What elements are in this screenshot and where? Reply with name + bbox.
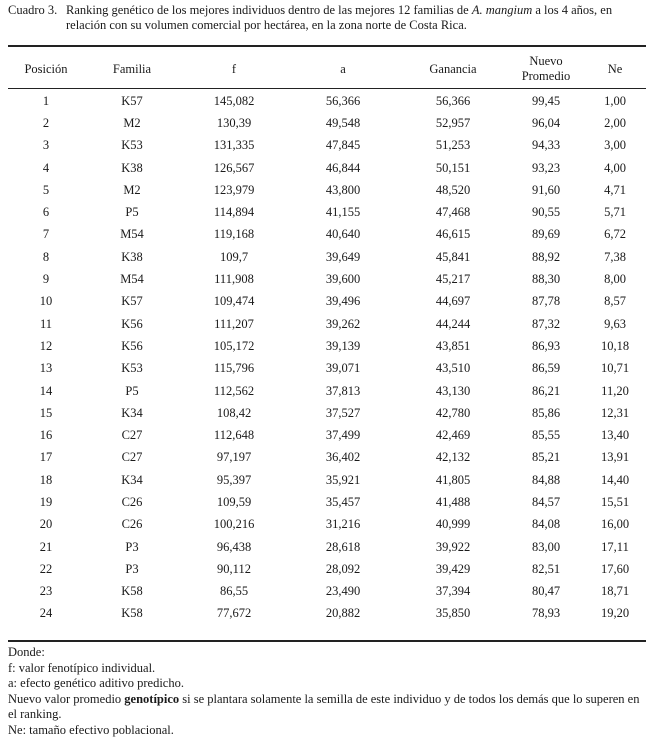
cell-familia: K38 (121, 160, 143, 175)
cell-f: 109,59 (216, 494, 252, 509)
cell-familia: K56 (121, 316, 143, 331)
cell-a: 41,155 (325, 205, 361, 220)
cell-f: 90,112 (217, 561, 251, 576)
cell-a: 28,092 (325, 561, 361, 576)
cell-familia: C26 (121, 494, 143, 509)
cell-nuevo-promedio: 85,86 (531, 405, 561, 420)
cell-posicion: 15 (39, 405, 53, 420)
cell-a: 46,844 (325, 160, 361, 175)
cell-ne: 6,72 (604, 227, 626, 242)
cell-a: 28,618 (325, 539, 361, 554)
cell-nuevo-promedio: 83,00 (531, 539, 561, 554)
cell-ne: 10,18 (600, 338, 630, 353)
cell-f: 108,42 (216, 405, 252, 420)
table-header (8, 51, 646, 87)
cell-nuevo-promedio: 91,60 (531, 182, 561, 197)
cell-ne: 19,20 (600, 606, 630, 621)
cell-ne: 3,00 (604, 138, 626, 153)
cell-familia: P5 (125, 383, 139, 398)
cell-ganancia: 43,851 (435, 338, 471, 353)
cell-ganancia: 42,780 (435, 405, 471, 420)
cell-posicion: 7 (42, 227, 50, 242)
note-donde: Donde: (8, 645, 45, 659)
cell-ganancia: 41,488 (435, 494, 471, 509)
cell-f: 86,55 (219, 584, 249, 599)
cell-posicion: 23 (39, 584, 53, 599)
cell-f: 112,562 (213, 383, 255, 398)
cell-nuevo-promedio: 82,51 (531, 561, 561, 576)
cell-familia: M2 (123, 115, 141, 130)
cell-ne: 17,60 (600, 561, 630, 576)
cell-ganancia: 41,805 (435, 472, 471, 487)
ranking-table (8, 90, 646, 625)
cell-ganancia: 42,132 (435, 450, 471, 465)
table-row (8, 469, 646, 491)
cell-f: 96,438 (216, 539, 252, 554)
cell-ganancia: 56,366 (435, 93, 471, 108)
cell-a: 37,499 (325, 428, 361, 443)
cell-nuevo-promedio: 86,59 (531, 361, 561, 376)
cell-f: 95,397 (216, 472, 252, 487)
table-caption (8, 3, 648, 33)
cell-ganancia: 52,957 (435, 115, 471, 130)
table-row (8, 268, 646, 290)
cell-ne: 5,71 (604, 205, 626, 220)
cell-posicion: 2 (42, 115, 50, 130)
cell-nuevo-promedio: 86,93 (531, 338, 561, 353)
note-a: a: efecto genético aditivo predicho. (8, 676, 184, 690)
cell-posicion: 16 (39, 428, 53, 443)
table-row (8, 313, 646, 335)
table-row (8, 491, 646, 513)
cell-familia: C27 (121, 428, 143, 443)
table-row (8, 157, 646, 179)
cell-a: 20,882 (325, 606, 361, 621)
cell-f: 123,979 (213, 182, 255, 197)
cell-familia: P3 (125, 539, 139, 554)
cell-nuevo-promedio: 84,88 (531, 472, 561, 487)
table-row (8, 201, 646, 223)
caption-text (66, 3, 644, 33)
cell-a: 39,600 (325, 272, 361, 287)
cell-ne: 13,40 (600, 428, 630, 443)
cell-nuevo-promedio: 84,57 (531, 494, 561, 509)
cell-f: 77,672 (216, 606, 252, 621)
header-f: f (231, 62, 237, 76)
table-row (8, 112, 646, 134)
cell-ne: 18,71 (600, 584, 630, 599)
cell-nuevo-promedio: 93,23 (531, 160, 561, 175)
cell-ganancia: 35,850 (435, 606, 471, 621)
cell-a: 23,490 (325, 584, 361, 599)
cell-familia: M54 (120, 272, 144, 287)
table-row (8, 335, 646, 357)
cell-f: 115,796 (213, 361, 255, 376)
cell-nuevo-promedio: 90,55 (531, 205, 561, 220)
header-ganancia: Ganancia (429, 62, 477, 76)
cell-ne: 13,91 (600, 450, 630, 465)
table-row (8, 291, 646, 313)
cell-posicion: 12 (39, 338, 53, 353)
cell-ne: 11,20 (601, 383, 629, 398)
cell-f: 126,567 (213, 160, 255, 175)
table-row (8, 514, 646, 536)
cell-ne: 8,57 (604, 294, 626, 309)
header-ne: Ne (607, 62, 623, 76)
cell-posicion: 4 (42, 160, 50, 175)
note-nuevo-after: si se plantara solamente la semilla de este individuo y de todos los demás que lo superen en el ranking. (8, 691, 640, 721)
cell-posicion: 14 (39, 383, 53, 398)
cell-ganancia: 46,615 (435, 227, 471, 242)
cell-nuevo-promedio: 86,21 (531, 383, 561, 398)
cell-posicion: 17 (39, 450, 53, 465)
cell-a: 39,649 (325, 249, 361, 264)
cell-posicion: 8 (42, 249, 50, 264)
cell-ne: 16,00 (600, 517, 630, 532)
cell-ne: 17,11 (601, 539, 629, 554)
cell-ne: 1,00 (604, 93, 626, 108)
table-row (8, 90, 646, 112)
cell-a: 47,845 (325, 138, 361, 153)
cell-familia: K57 (121, 294, 143, 309)
cell-posicion: 9 (42, 272, 50, 287)
cell-familia: M2 (123, 182, 141, 197)
cell-familia: K58 (121, 584, 143, 599)
cell-a: 35,457 (325, 494, 361, 509)
header-familia: Familia (112, 62, 152, 76)
top-rule (8, 45, 646, 47)
cell-nuevo-promedio: 80,47 (531, 584, 561, 599)
cell-ganancia: 40,999 (435, 517, 471, 532)
note-f: f: valor fenotípico individual. (8, 660, 156, 675)
cell-familia: P3 (125, 561, 139, 576)
cell-familia: K56 (121, 338, 143, 353)
cell-a: 56,366 (325, 93, 361, 108)
header-a: a (340, 62, 346, 76)
cell-familia: K57 (121, 93, 143, 108)
cell-f: 119,168 (213, 227, 255, 242)
cell-ganancia: 43,510 (435, 361, 471, 376)
cell-a: 36,402 (325, 450, 361, 465)
cell-ganancia: 43,130 (435, 383, 471, 398)
cell-a: 43,800 (325, 182, 361, 197)
cell-familia: M54 (120, 227, 144, 242)
cell-ganancia: 44,244 (435, 316, 471, 331)
caption-text-after: a los 4 años, en relación con su volumen comercial por hectárea, en la zona norte de Costa Rica. (66, 3, 613, 32)
cell-ne: 10,71 (600, 361, 630, 376)
cell-nuevo-promedio: 84,08 (531, 517, 561, 532)
cell-ne: 9,63 (604, 316, 626, 331)
cell-ne: 7,38 (604, 249, 626, 264)
table-row (8, 402, 646, 424)
table-row (8, 447, 646, 469)
table-row (8, 179, 646, 201)
cell-nuevo-promedio: 85,21 (531, 450, 561, 465)
table-row (8, 603, 646, 625)
cell-ganancia: 42,469 (435, 428, 471, 443)
cell-a: 40,640 (325, 227, 361, 242)
note-nuevo-promedio (8, 692, 646, 723)
cell-nuevo-promedio: 99,45 (531, 93, 561, 108)
cell-posicion: 3 (42, 138, 50, 153)
cell-f: 109,474 (213, 294, 255, 309)
table-row (8, 224, 646, 246)
cell-ganancia: 37,394 (435, 584, 471, 599)
cell-ne: 4,71 (604, 182, 626, 197)
table-row (8, 380, 646, 402)
cell-f: 111,908 (214, 272, 254, 287)
cell-ganancia: 39,922 (435, 539, 471, 554)
cell-f: 100,216 (213, 517, 255, 532)
cell-a: 37,527 (325, 405, 361, 420)
table-row (8, 358, 646, 380)
cell-nuevo-promedio: 96,04 (531, 115, 561, 130)
cell-a: 39,139 (325, 338, 361, 353)
cell-ganancia: 45,841 (435, 249, 471, 264)
cell-familia: K38 (121, 249, 143, 264)
cell-posicion: 22 (39, 561, 53, 576)
note-nuevo-bold: genotípico (124, 691, 180, 706)
cell-ne: 2,00 (604, 115, 626, 130)
header-posicion: Posición (24, 62, 68, 76)
cell-a: 39,496 (325, 294, 361, 309)
cell-f: 109,7 (219, 249, 249, 264)
cell-posicion: 11 (39, 316, 53, 331)
cell-f: 97,197 (216, 450, 252, 465)
cell-ganancia: 44,697 (435, 294, 471, 309)
cell-a: 35,921 (325, 472, 361, 487)
cell-nuevo-promedio: 88,30 (531, 272, 561, 287)
cell-ganancia: 51,253 (435, 138, 471, 153)
cell-a: 49,548 (325, 115, 361, 130)
cell-posicion: 10 (39, 294, 53, 309)
cell-posicion: 19 (39, 494, 53, 509)
cell-ganancia: 50,151 (435, 160, 471, 175)
cell-f: 145,082 (213, 93, 255, 108)
cell-f: 130,39 (216, 115, 252, 130)
table-row (8, 536, 646, 558)
caption-label: Cuadro 3. (8, 3, 58, 17)
cell-ganancia: 39,429 (435, 561, 471, 576)
caption-species: A. mangium (471, 3, 533, 17)
cell-f: 111,207 (214, 316, 254, 331)
cell-familia: K34 (121, 405, 143, 420)
cell-ne: 15,51 (600, 494, 630, 509)
cell-posicion: 18 (39, 472, 53, 487)
cell-ganancia: 48,520 (435, 182, 471, 197)
table-row (8, 558, 646, 580)
cell-f: 105,172 (213, 338, 255, 353)
cell-nuevo-promedio: 94,33 (531, 138, 561, 153)
cell-nuevo-promedio: 87,78 (531, 294, 561, 309)
cell-a: 39,262 (325, 316, 361, 331)
cell-posicion: 21 (39, 539, 53, 554)
header-rule (8, 88, 646, 89)
table-row (8, 246, 646, 268)
bottom-rule (8, 640, 646, 642)
cell-ne: 12,31 (600, 405, 630, 420)
cell-posicion: 20 (39, 517, 53, 532)
cell-familia: K53 (121, 138, 143, 153)
cell-ganancia: 45,217 (435, 272, 471, 287)
cell-familia: K53 (121, 361, 143, 376)
cell-nuevo-promedio: 85,55 (531, 428, 561, 443)
table-body (8, 90, 646, 625)
table-notes (8, 645, 646, 738)
table-row (8, 135, 646, 157)
cell-ne: 8,00 (604, 272, 626, 287)
cell-posicion: 24 (39, 606, 53, 621)
cell-f: 112,648 (213, 428, 255, 443)
note-ne: Ne: tamaño efectivo poblacional. (8, 722, 174, 737)
cell-nuevo-promedio: 88,92 (531, 249, 561, 264)
cell-familia: C26 (121, 517, 143, 532)
cell-a: 39,071 (325, 361, 361, 376)
table-row (8, 581, 646, 603)
cell-nuevo-promedio: 87,32 (531, 316, 561, 331)
cell-f: 114,894 (213, 205, 255, 220)
cell-posicion: 13 (39, 361, 53, 376)
cell-posicion: 6 (42, 205, 50, 220)
cell-ne: 4,00 (604, 160, 626, 175)
cell-familia: K34 (121, 472, 143, 487)
cell-ne: 14,40 (600, 472, 630, 487)
cell-f: 131,335 (213, 138, 255, 153)
header-nuevo-promedio: Nuevo Promedio (521, 54, 571, 83)
cell-familia: K58 (121, 606, 143, 621)
table-row (8, 424, 646, 446)
cell-a: 37,813 (325, 383, 361, 398)
note-nuevo-before: Nuevo valor promedio (8, 691, 125, 706)
cell-familia: P5 (125, 205, 139, 220)
cell-posicion: 1 (42, 93, 50, 108)
cell-posicion: 5 (42, 182, 50, 197)
cell-nuevo-promedio: 89,69 (531, 227, 561, 242)
cell-nuevo-promedio: 78,93 (531, 606, 561, 621)
cell-ganancia: 47,468 (435, 205, 471, 220)
cell-a: 31,216 (325, 517, 361, 532)
caption-text-before: Ranking genético de los mejores individuos dentro de las mejores 12 familias de (66, 3, 472, 17)
cell-familia: C27 (121, 450, 143, 465)
